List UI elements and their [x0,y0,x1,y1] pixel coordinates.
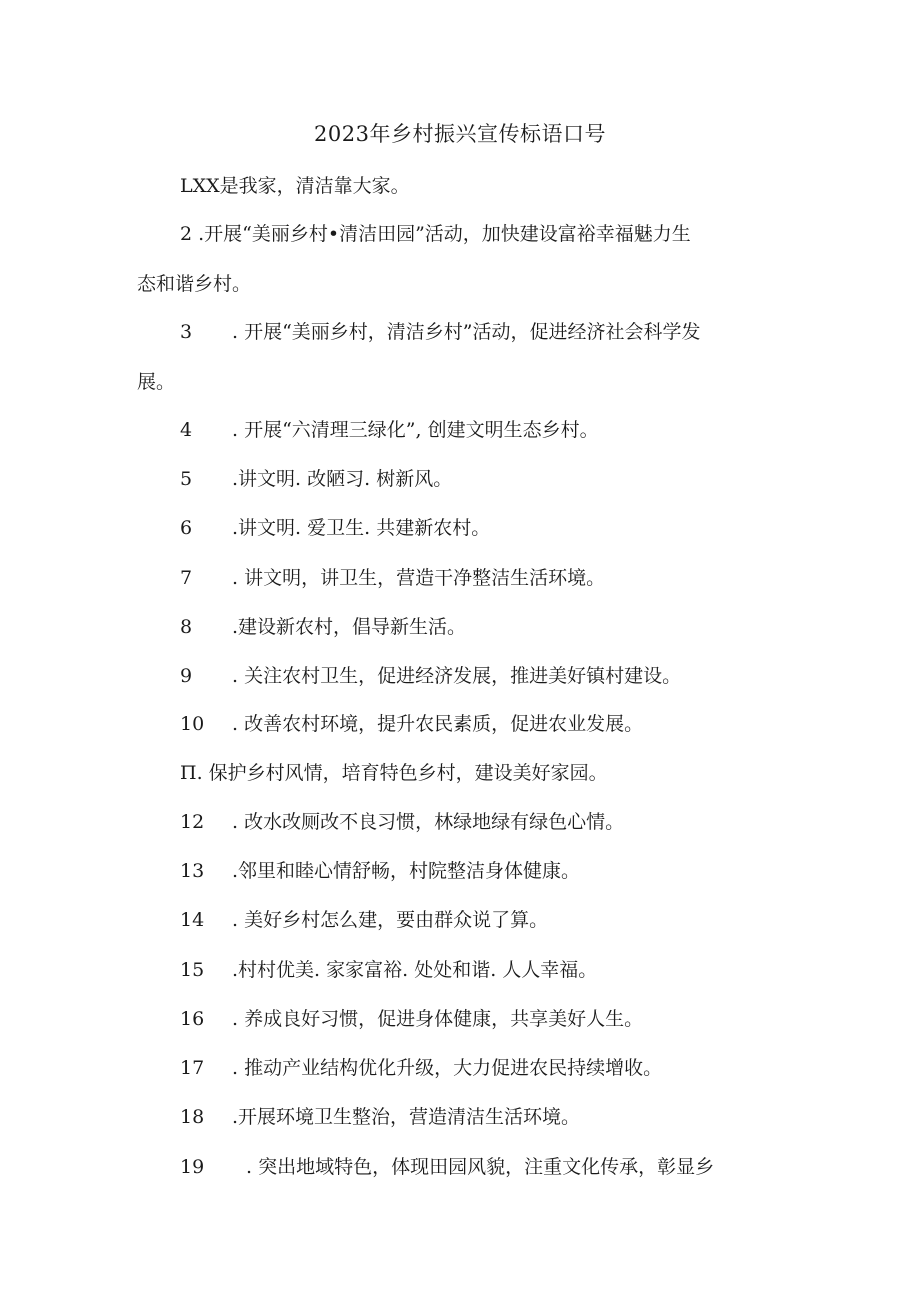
slogan-text: .讲文明. 改陋习. 树新风。 [232,468,453,490]
slogan-number: 3 [180,321,193,343]
slogan-line: LXX是我家，清洁靠大家。 [180,175,410,197]
slogan-number: 5 [180,468,193,490]
slogan-number: 8 [180,616,193,638]
slogan-line: 2 .开展“美丽乡村•清洁田园”活动，加快建设富裕幸福魅力生 [180,223,691,245]
slogan-number: 17 [180,1057,205,1079]
slogan-text: .邻里和睦心情舒畅，村院整洁身体健康。 [232,860,581,882]
slogan-number: 19 [180,1156,205,1178]
slogan-text: . 推动产业结构优化升级，大力促进农民持续增收。 [232,1057,663,1079]
slogan-number: 15 [180,959,205,981]
slogan-number: 7 [180,567,193,589]
slogan-number: 16 [180,1008,205,1030]
slogan-text: . 改水改厕改不良习惯，林绿地绿有绿色心情。 [232,811,625,833]
slogan-text: .建设新农村，倡导新生活。 [232,616,467,638]
slogan-text: .开展环境卫生整治，营造清洁生活环境。 [232,1106,581,1128]
page-title: 2023年乡村振兴宣传标语口号 [314,122,606,146]
slogan-line-continuation: 态和谐乡村。 [137,273,252,295]
slogan-line: П. 保护乡村风情，培育特色乡村，建设美好家园。 [180,762,608,784]
slogan-text: .村村优美. 家家富裕. 处处和谐. 人人幸福。 [232,959,598,981]
slogan-text: . 讲文明，讲卫生，营造干净整洁生活环境。 [232,567,606,589]
slogan-number: 13 [180,860,205,882]
slogan-text: . 突出地域特色，体现田园风貌，注重文化传承，彰显乡 [246,1156,715,1178]
slogan-number: 14 [180,909,205,931]
slogan-number: 4 [180,419,193,441]
slogan-text: . 开展“六清理三绿化”, 创建文明生态乡村。 [232,419,599,441]
slogan-number: 18 [180,1106,205,1128]
slogan-text: . 关注农村卫生，促进经济发展，推进美好镇村建设。 [232,665,682,687]
slogan-number: 10 [180,713,205,735]
slogan-text: . 美好乡村怎么建，要由群众说了算。 [232,909,549,931]
slogan-number: 9 [180,665,193,687]
slogan-text: . 改善农村环境，提升农民素质，促进农业发展。 [232,713,644,735]
slogan-line-continuation: 展。 [137,371,176,393]
slogan-text: . 养成良好习惯，促进身体健康，共享美好人生。 [232,1008,644,1030]
slogan-text: . 开展“美丽乡村，清洁乡村”活动，促进经济社会科学发 [232,321,701,343]
slogan-number: 6 [180,517,193,539]
slogan-text: .讲文明. 爱卫生. 共建新农村。 [232,517,491,539]
slogan-number: 12 [180,811,205,833]
